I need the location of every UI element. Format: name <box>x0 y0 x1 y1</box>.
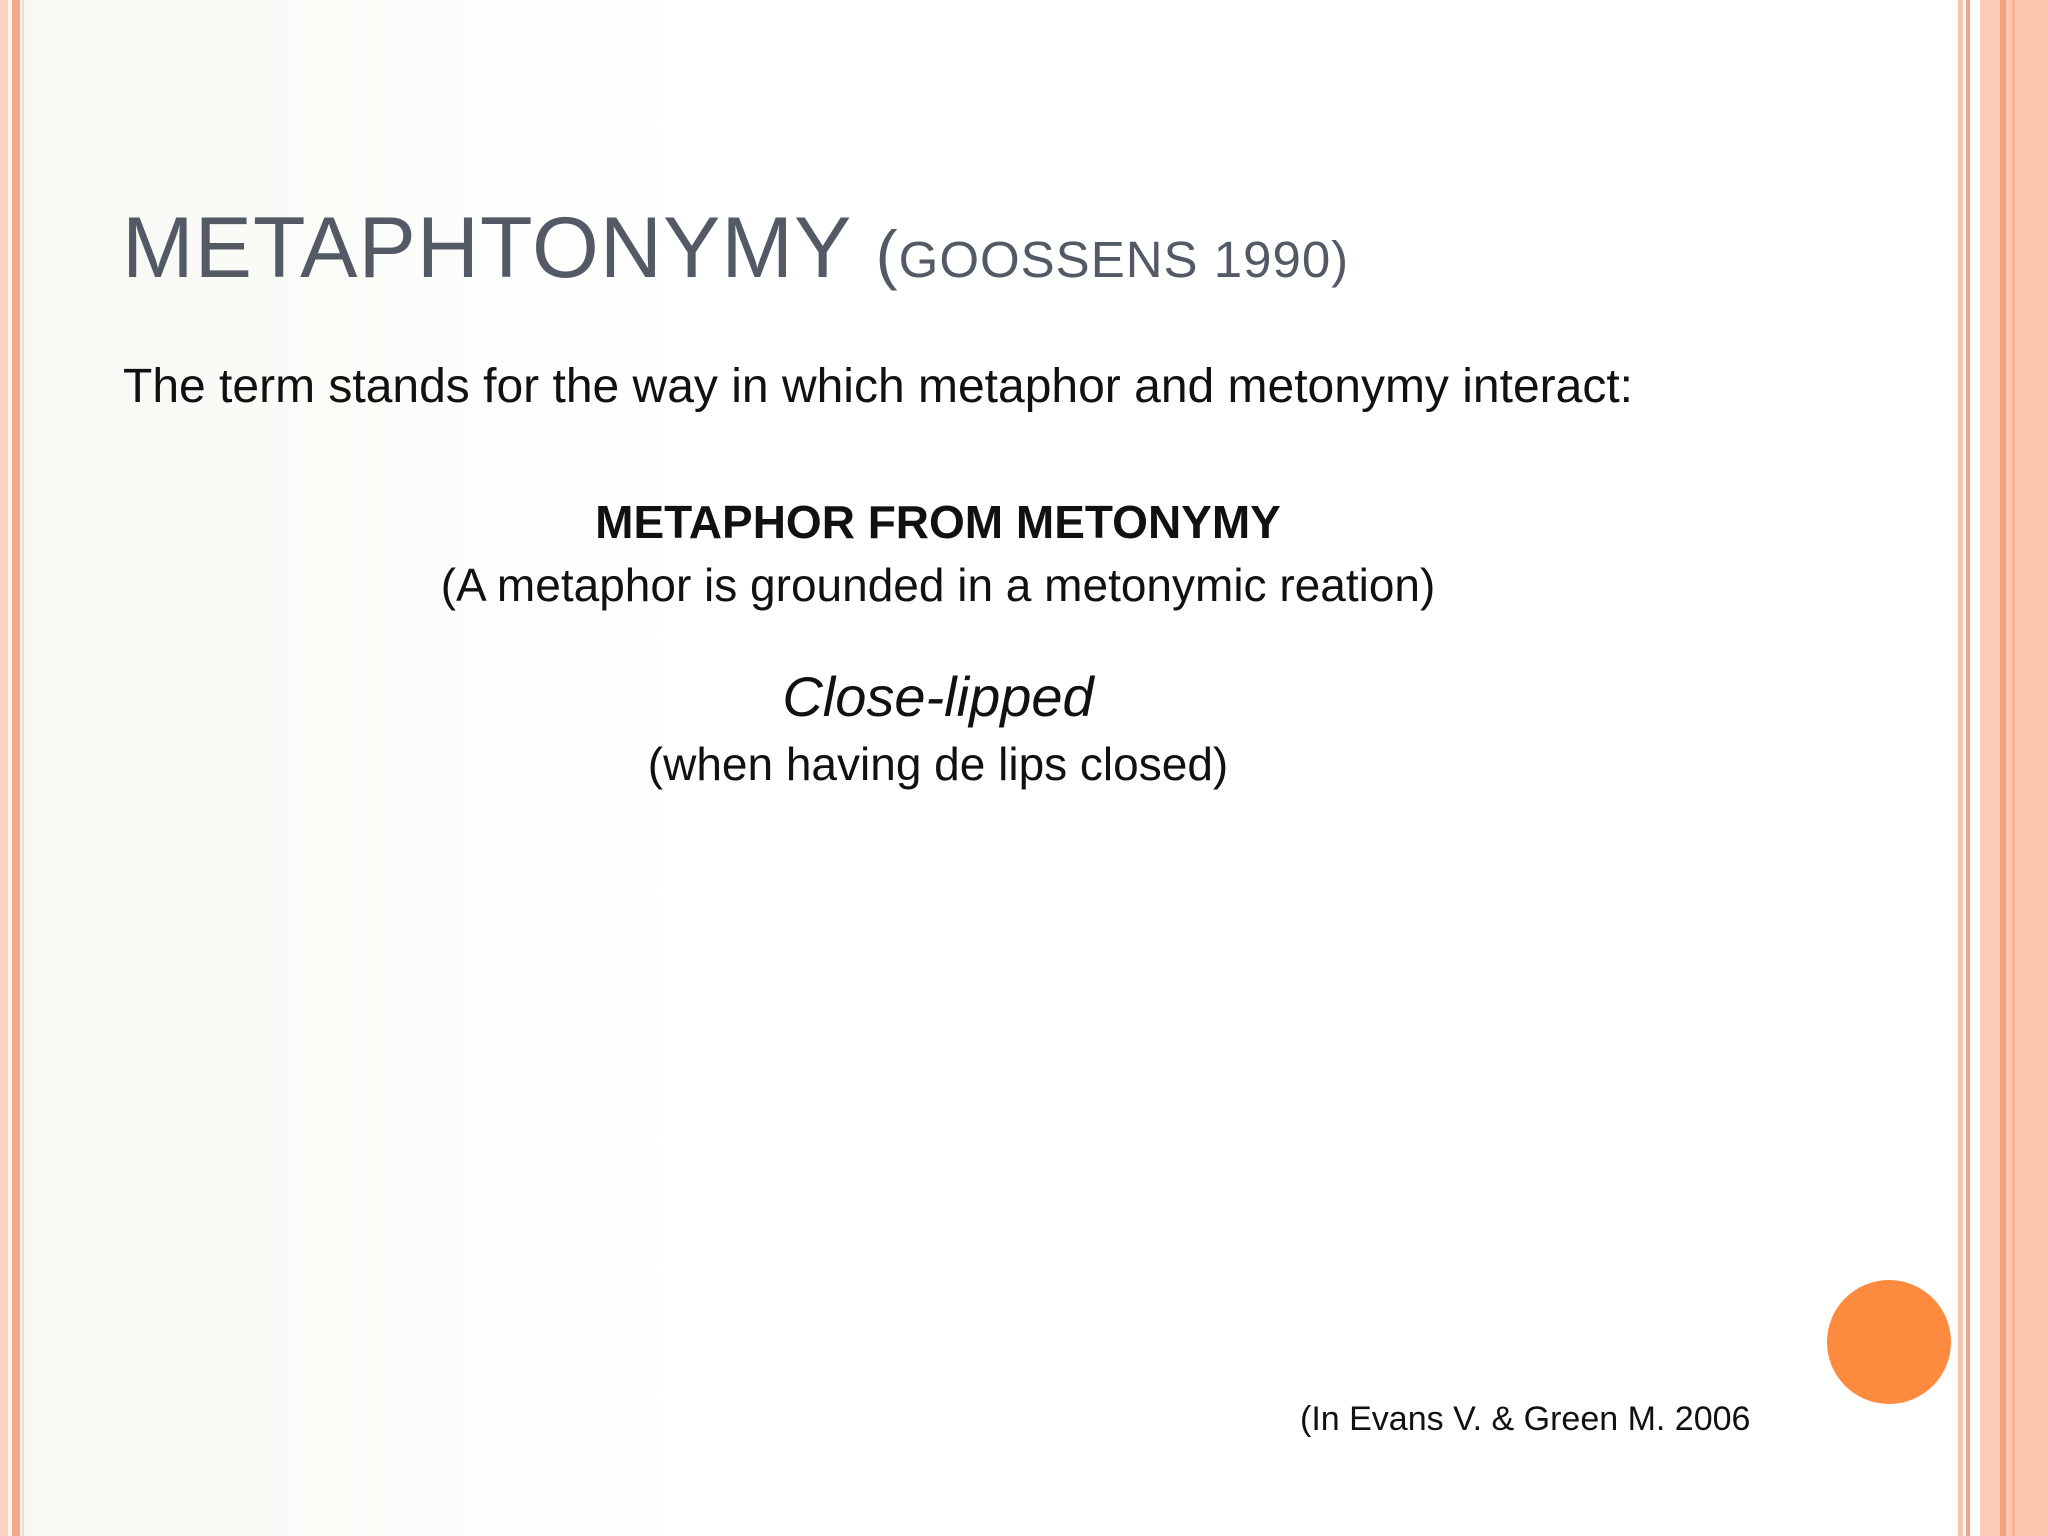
right-border-stripe-b <box>1966 0 1970 1536</box>
decorative-circle-icon <box>1827 1280 1951 1404</box>
right-border-stripe-a <box>1958 0 1963 1536</box>
citation: (In Evans V. & Green M. 2006 <box>1300 1400 1751 1438</box>
right-border-stripe-c <box>1980 0 2000 1536</box>
title-paren: ( <box>875 217 899 291</box>
right-border-stripe-f <box>2012 0 2015 1536</box>
intro-text: The term stands for the way in which metaphor and metonymy interact: <box>123 360 1634 413</box>
left-border-stripe-thin <box>22 0 24 1536</box>
title-main: METAPHTONYMY <box>122 200 876 296</box>
section-description: (A metaphor is grounded in a metonymic reation) <box>440 559 1436 611</box>
left-border-stripe-inner <box>12 0 20 1536</box>
left-border-stripe <box>0 0 8 1536</box>
example-term: Close-lipped <box>782 665 1094 728</box>
title-subtitle: GOOSSENS 1990) <box>898 231 1350 288</box>
slide-title <box>122 200 1350 296</box>
example-description: (when having de lips closed) <box>647 738 1229 790</box>
section-heading: METAPHOR FROM METONYMY <box>595 496 1281 548</box>
